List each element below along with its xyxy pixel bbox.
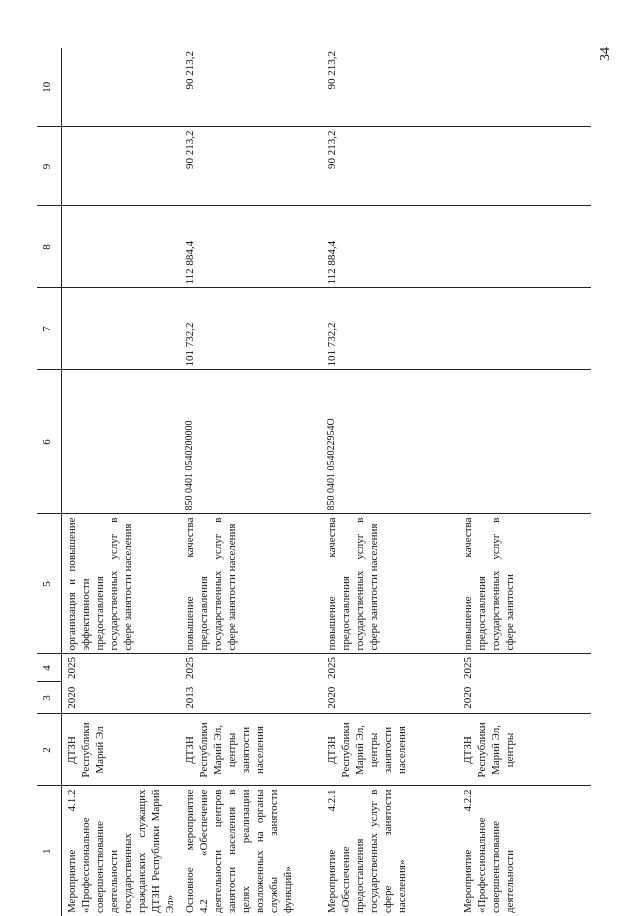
expected-result: повышение качества предоставления государственных услуг в сфере занятости населения xyxy=(180,514,322,654)
table-header xyxy=(37,48,62,916)
end-year: 2025 xyxy=(184,657,196,679)
measure-name: Мероприятие 4.2.2 «Профессиональное совершенствование деятельности xyxy=(462,789,516,913)
end-year: 2025 xyxy=(462,657,474,679)
end-year: 2025 xyxy=(66,657,78,679)
value-col-8: 112 884,4 xyxy=(322,206,458,288)
measure-name: Мероприятие 4.2.1 «Обеспечение предоставления государственных услуг в сфере занятости населения» xyxy=(326,789,408,913)
start-year: 2013 xyxy=(180,682,322,714)
budget-code xyxy=(62,370,181,514)
value-col-10 xyxy=(62,48,181,127)
header-cell: 5 xyxy=(37,514,62,654)
header-cell: 6 xyxy=(37,370,62,514)
value-col-8: 112 884,4 xyxy=(180,206,322,288)
end-year: 2025 xyxy=(326,657,338,679)
value-col-7 xyxy=(62,288,181,370)
budget-code: 850 0401 054022954О xyxy=(322,370,458,514)
measure-name: Мероприятие 4.1.2 «Профессиональное совершенствование деятельности государственных гражданских служащих ДТЗН Республики Марий Эл» xyxy=(66,789,176,913)
value-col-7: 101 732,2 xyxy=(180,288,322,370)
header-cell: 8 xyxy=(37,206,62,288)
header-cell: 7 xyxy=(37,288,62,370)
expected-result: организация и повышение эффективности предоставления государственных услуг в сфере занятости населения xyxy=(62,514,181,654)
header-cell: 4 xyxy=(37,654,62,682)
header-cell: 2 xyxy=(37,714,62,786)
expected-result: повышение качества предоставления государственных услуг в сфере занятости населения xyxy=(322,514,458,654)
value-col-9 xyxy=(62,127,181,206)
value-col-9 xyxy=(458,127,591,206)
start-year: 2020 xyxy=(458,682,591,714)
value-col-9: 90 213,2 xyxy=(180,127,322,206)
table-body xyxy=(62,48,592,916)
value-col-8 xyxy=(458,206,591,288)
budget-table xyxy=(37,48,591,916)
table-row xyxy=(322,48,458,916)
executor: ДТЗН Республики Марий Эл, центры xyxy=(458,714,591,786)
executor: ДТЗН Республики Марий Эл xyxy=(62,714,181,786)
expected-result: повышение качества предоставления государственных услуг в сфере занятости xyxy=(458,514,591,654)
header-cell: 10 xyxy=(37,48,62,127)
start-year: 2020 xyxy=(62,682,181,714)
value-col-7 xyxy=(458,288,591,370)
table-row xyxy=(458,48,591,916)
value-col-10 xyxy=(458,48,591,127)
value-col-10: 90 213,2 xyxy=(180,48,322,127)
rotated-table-frame xyxy=(37,48,590,916)
table-row xyxy=(180,48,322,916)
measure-name: Основное мероприятие 4.2 «Обеспечение деятельности центров занятости населения в целях реализации возложенных на органы службы занятости функций» xyxy=(184,789,294,913)
start-year: 2020 xyxy=(322,682,458,714)
value-col-9: 90 213,2 xyxy=(322,127,458,206)
value-col-7: 101 732,2 xyxy=(322,288,458,370)
value-col-10: 90 213,2 xyxy=(322,48,458,127)
table-row xyxy=(62,48,181,916)
executor: ДТЗН Республики Марий Эл, центры занятости населения xyxy=(322,714,458,786)
value-col-8 xyxy=(62,206,181,288)
page-number: 34 xyxy=(598,47,613,61)
header-cell: 1 xyxy=(41,848,53,854)
header-cell: 9 xyxy=(37,127,62,206)
budget-code xyxy=(458,370,591,514)
budget-code: 850 0401 0540200000 xyxy=(180,370,322,514)
executor: ДТЗН Республики Марий Эл, центры занятости населения xyxy=(180,714,322,786)
header-cell: 3 xyxy=(37,682,62,714)
